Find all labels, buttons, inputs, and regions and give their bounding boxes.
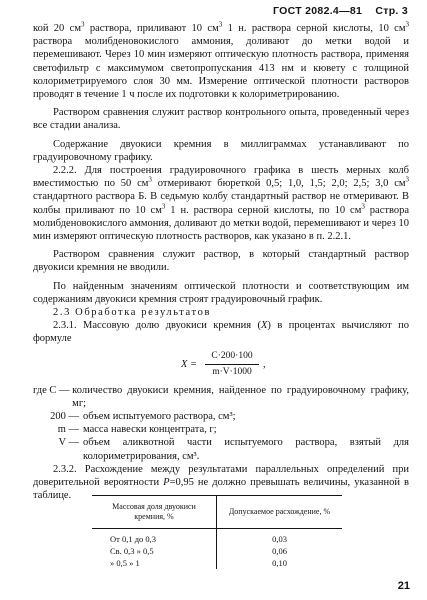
formula-numerator: C·200·100 — [205, 350, 259, 365]
table-cell-value: 0,06 — [272, 546, 287, 556]
definition-item — [33, 410, 409, 423]
definition-item — [33, 384, 409, 410]
paragraph-1: кой 20 $см^3$ раствора, приливают 10 $см^3$ 1 н. раствора серной кислоты, 10 $см^3$ раствора молибденовокислого аммония, доливают до метки водой и перемешивают. Через 10 мин измеряют оптическую плотность раствора, применяя светофильтр с максимумом светопропускания 413 нм и кювету с толщиной колориметрируемого слоя 30 мм. Измерение оптической плотности растворов проводят в течение 1 ч после их подготовки к колориметрированию. — [33, 20, 409, 101]
definition-symbol: где C — — [33, 384, 70, 396]
page-header — [263, 5, 408, 17]
table-cell-range: Св. 0,3 » 0,5 — [92, 545, 217, 557]
definition-text: количество двуокиси кремния, найденное по градуировочному графику, мг; — [72, 384, 409, 409]
paragraph-2-2-2: 2.2.2. Для построения градуировочного графика в шесть мерных колб вместимостью по 50 $см^3$ отмеривают бюреткой 0,5; 1,0, 1,5; 2,0; 2,5; 3,0 $см^3$ стандартного раствора Б. В седьмую колбу стандартный раствор не отмеривают. В колбы приливают по 10 $см^3$ 1 н. раствора серной кислоты, по 10 $см^3$ раствора молибденовокислого аммония, доливают до метки водой, перемешивают и через 10 мин измеряют оптическую плотность растворов, как указано в п. 2.2.1. — [33, 165, 409, 243]
definition-symbol: V — — [58, 437, 79, 449]
table-header-row — [92, 496, 342, 529]
definitions-list — [33, 384, 409, 463]
table-cell-value: 0,10 — [272, 558, 287, 568]
paragraph-6: По найденным значениям оптической плотности и соответствующим им содержаниям двуокиси кремния строят градуировочный график. — [33, 280, 409, 305]
formula-comma: , — [263, 358, 266, 370]
paragraph-5: Раствором сравнения служит раствор, в который стандартный раствор двуокиси кремния не вводили. — [33, 249, 409, 274]
page-number: 21 — [397, 580, 410, 592]
body-text — [33, 22, 409, 503]
paragraph-3: Содержание двуокиси кремния в миллиграммах устанавливают по градуировочному графику. — [33, 138, 409, 163]
header-page-number: Стр. 3 — [375, 5, 408, 17]
table-row — [92, 545, 342, 557]
table-header-tolerance: Допускаемое расхождение, % — [217, 496, 343, 529]
definition-item — [33, 423, 409, 436]
definition-symbol: 200 — — [50, 411, 79, 423]
tolerance-table — [92, 495, 342, 569]
definition-text: объем аликвотной части испытуемого раствора, взятый для колориметрирования, см³. — [83, 437, 409, 462]
formula — [33, 349, 409, 381]
formula-lhs: X = — [181, 358, 198, 370]
table-row — [92, 557, 342, 569]
definition-symbol: m — — [57, 424, 79, 436]
definition-item — [33, 436, 409, 462]
definition-text: объем испытуемого раствора, см³; — [83, 411, 236, 423]
table-cell-range: От 0,1 до 0,3 — [92, 529, 217, 546]
paragraph-2-3-2: 2.3.2. Расхождение между результатами параллельных определений при доверительной вероятности P=0,95 не должно превышать величины, указанной в таблице. — [33, 463, 409, 502]
table-row — [92, 529, 342, 546]
table-cell-range: » 0,5 » 1 — [92, 557, 217, 569]
formula-denominator: m·V·1000 — [212, 366, 252, 377]
definition-text: масса навески концентрата, г; — [83, 424, 217, 436]
paragraph-2-3-1: 2.3.1. Массовую долю двуокиси кремния (X) в процентах вычисляют по формуле — [33, 320, 410, 345]
formula-fraction — [205, 350, 259, 379]
table-header-mass-fraction: Массовая доля двуокиси кремния, % — [92, 496, 217, 529]
section-heading: 2.3 Обработка результатов — [53, 307, 212, 319]
paragraph-2: Раствором сравнения служит раствор контрольного опыта, проведенный через все стадии анализа. — [33, 107, 409, 132]
table-cell-value: 0,03 — [272, 534, 287, 544]
standard-number: ГОСТ 2082.4—81 — [273, 5, 363, 17]
